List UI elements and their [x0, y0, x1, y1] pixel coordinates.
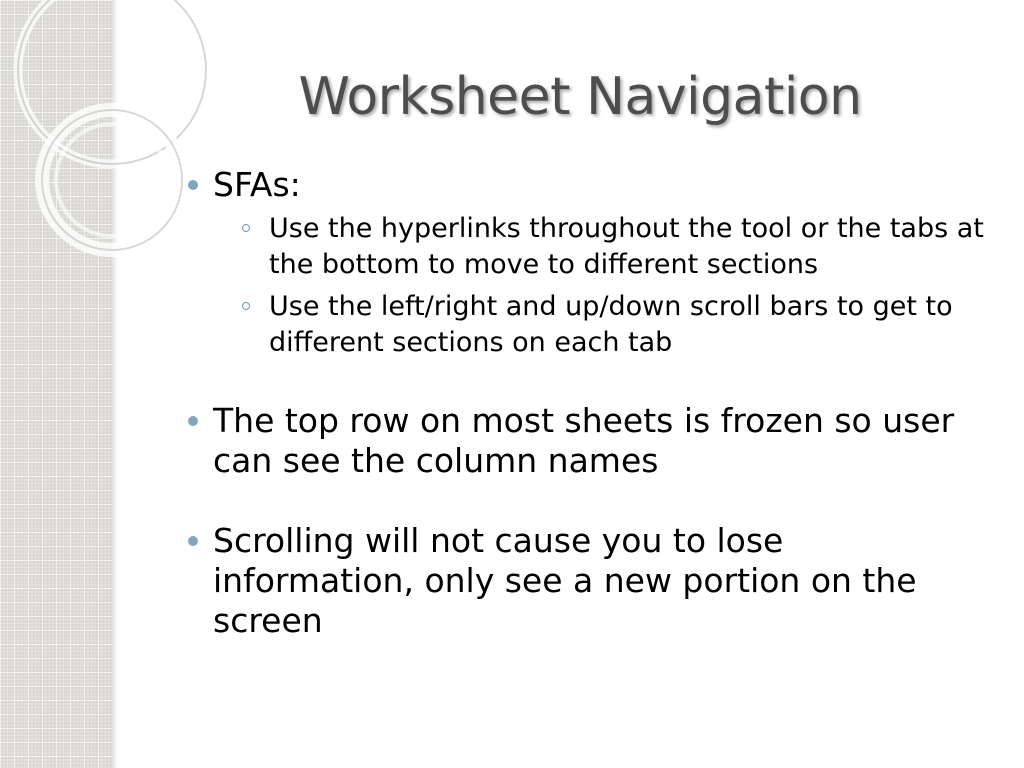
bullet-item-scrolling [188, 521, 988, 641]
filled-circle-bullet-icon [188, 536, 198, 546]
slide-title: Worksheet Navigation [298, 67, 862, 127]
bullet-item-sfas [188, 165, 988, 361]
bullet-list [188, 165, 988, 641]
bullet-text: Scrolling will not cause you to lose information, only see a new portion on the screen [213, 521, 917, 640]
bullet-text: SFAs: [213, 165, 301, 204]
sub-bullet-item-scroll-bars [213, 289, 988, 361]
filled-circle-bullet-icon [188, 416, 198, 426]
sub-bullet-list [213, 211, 988, 361]
filled-circle-bullet-icon [188, 180, 198, 190]
hollow-circle-bullet-icon [242, 224, 250, 232]
hollow-circle-bullet-icon [242, 302, 250, 310]
sub-bullet-text: Use the hyperlinks throughout the tool or the tabs at the bottom to move to different sections [269, 213, 984, 280]
sub-bullet-item-hyperlinks [213, 211, 988, 283]
bullet-text: The top row on most sheets is frozen so user can see the column names [213, 401, 955, 480]
bullet-item-frozen-row [188, 401, 988, 481]
decorative-rings-icon [0, 0, 130, 260]
sub-bullet-text: Use the left/right and up/down scroll bars to get to different sections on each tab [269, 291, 953, 358]
